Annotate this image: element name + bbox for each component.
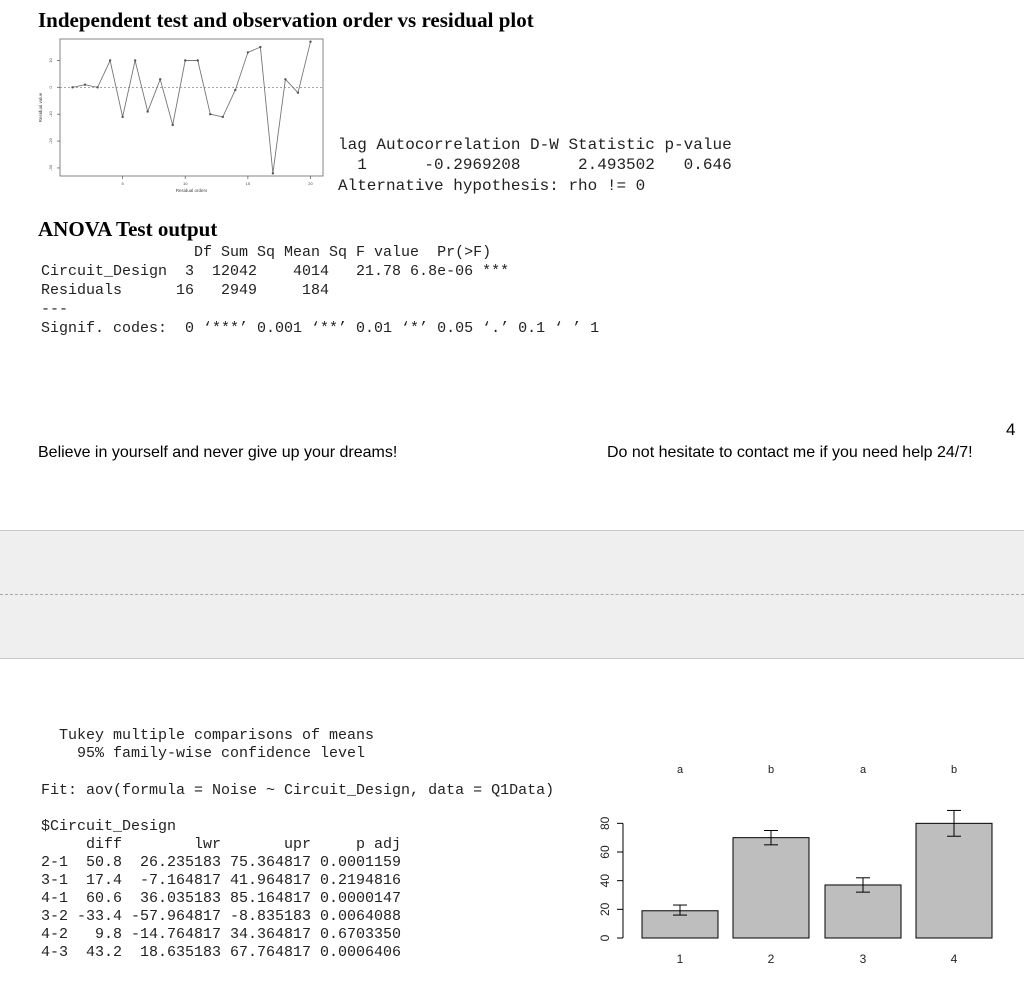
tukey-table-header: diff lwr upr p adj xyxy=(41,836,402,853)
residual-point xyxy=(159,78,161,80)
tukey-table-row: 4-1 60.6 36.035183 85.164817 0.0000147 xyxy=(41,890,402,907)
residual-point xyxy=(259,46,261,48)
residual-point xyxy=(96,86,98,88)
bar xyxy=(825,885,901,938)
anova-signif-codes: Signif. codes: 0 ‘***’ 0.001 ‘**’ 0.01 ‘*’ 0.05 ‘.’ 0.1 ‘ ’ 1 xyxy=(41,320,600,337)
y-tick-label: -20 xyxy=(48,138,53,144)
footer-right-text: Do not hesitate to contact me if you need help 24/7! xyxy=(607,444,973,461)
y-tick-label: 10 xyxy=(48,58,53,63)
residual-series-line xyxy=(73,42,311,174)
tukey-line: Tukey multiple comparisons of means xyxy=(41,727,375,744)
tukey-line: 95% family-wise confidence level xyxy=(41,745,366,762)
dw-header: lag Autocorrelation D-W Statistic p-value xyxy=(338,136,732,154)
x-tick-label: 15 xyxy=(245,181,251,186)
residual-point xyxy=(309,40,311,42)
residual-point xyxy=(247,51,249,53)
residual-point xyxy=(222,116,224,118)
anova-line: --- xyxy=(41,301,69,318)
x-tick-label: 5 xyxy=(121,181,124,186)
anova-line: Df Sum Sq Mean Sq F value Pr(>F) xyxy=(41,244,492,261)
footer-left-text: Believe in yourself and never give up your dreams! xyxy=(38,444,398,461)
residual-point xyxy=(109,59,111,61)
y-tick-label: 0 xyxy=(48,86,53,89)
tukey-table-row: 4-2 9.8 -14.764817 34.364817 0.6703350 xyxy=(41,926,402,943)
tukey-table-row: 3-2 -33.4 -57.964817 -8.835183 0.0064088 xyxy=(41,908,402,925)
residual-point xyxy=(209,113,211,115)
y-tick-label: 60 xyxy=(598,845,612,859)
y-tick-label: 40 xyxy=(598,873,612,888)
residual-point xyxy=(146,110,148,112)
x-axis-label: Residual orders xyxy=(175,188,208,193)
y-axis-label: Residual value xyxy=(38,92,43,123)
residual-point xyxy=(284,78,286,80)
tukey-table-row: 4-3 43.2 18.635183 67.764817 0.0006406 xyxy=(41,944,402,961)
residual-point xyxy=(272,172,274,174)
residual-plot xyxy=(30,36,330,198)
tukey-table-row: 2-1 50.8 26.235183 75.364817 0.0001159 xyxy=(41,854,402,871)
residual-point xyxy=(172,124,174,126)
tukey-line: $Circuit_Design xyxy=(41,818,177,835)
x-tick-label: 10 xyxy=(183,181,188,186)
residual-point xyxy=(134,59,136,61)
anova-line: Circuit_Design 3 12042 4014 21.78 6.8e-06 *** xyxy=(41,263,510,280)
residual-point xyxy=(197,59,199,61)
residual-point xyxy=(121,116,123,118)
x-tick-label: 1 xyxy=(676,952,684,966)
residual-point xyxy=(184,59,186,61)
page-break-line xyxy=(0,594,1024,595)
residual-point xyxy=(297,92,299,94)
x-tick-label: 20 xyxy=(308,181,313,186)
x-tick-label: 3 xyxy=(859,952,867,966)
y-tick-label: 0 xyxy=(598,934,612,942)
plot-frame xyxy=(60,39,323,176)
y-tick-label: -10 xyxy=(48,111,53,118)
y-tick-label: 20 xyxy=(598,902,612,917)
tukey-fit-line: Fit: aov(formula = Noise ~ Circuit_Design, data = Q1Data) xyxy=(41,782,555,799)
residual-point xyxy=(71,86,73,88)
x-tick-label: 2 xyxy=(767,952,775,966)
y-tick-label: 80 xyxy=(598,816,612,831)
page-gap xyxy=(0,530,1024,659)
mean-bar-chart xyxy=(595,750,1015,990)
significance-letter: b xyxy=(950,764,958,776)
bar xyxy=(733,838,809,938)
page-number: 4 xyxy=(1006,420,1016,439)
bar xyxy=(916,823,992,938)
residual-point xyxy=(234,89,236,91)
anova-line: Residuals 16 2949 184 xyxy=(41,282,330,299)
significance-letter: a xyxy=(676,764,684,776)
residual-point xyxy=(84,83,86,85)
tukey-table-row: 3-1 17.4 -7.164817 41.964817 0.2194816 xyxy=(41,872,402,889)
significance-letter: a xyxy=(859,764,867,776)
significance-letter: b xyxy=(767,764,775,776)
x-tick-label: 4 xyxy=(950,952,958,966)
dw-alternative: Alternative hypothesis: rho != 0 xyxy=(338,177,646,195)
anova-title: ANOVA Test output xyxy=(38,217,218,241)
residual-plot-title: Independent test and observation order vs residual plot xyxy=(38,8,534,32)
y-tick-label: -30 xyxy=(48,165,53,171)
dw-row: 1 -0.2969208 2.493502 0.646 xyxy=(338,156,732,174)
